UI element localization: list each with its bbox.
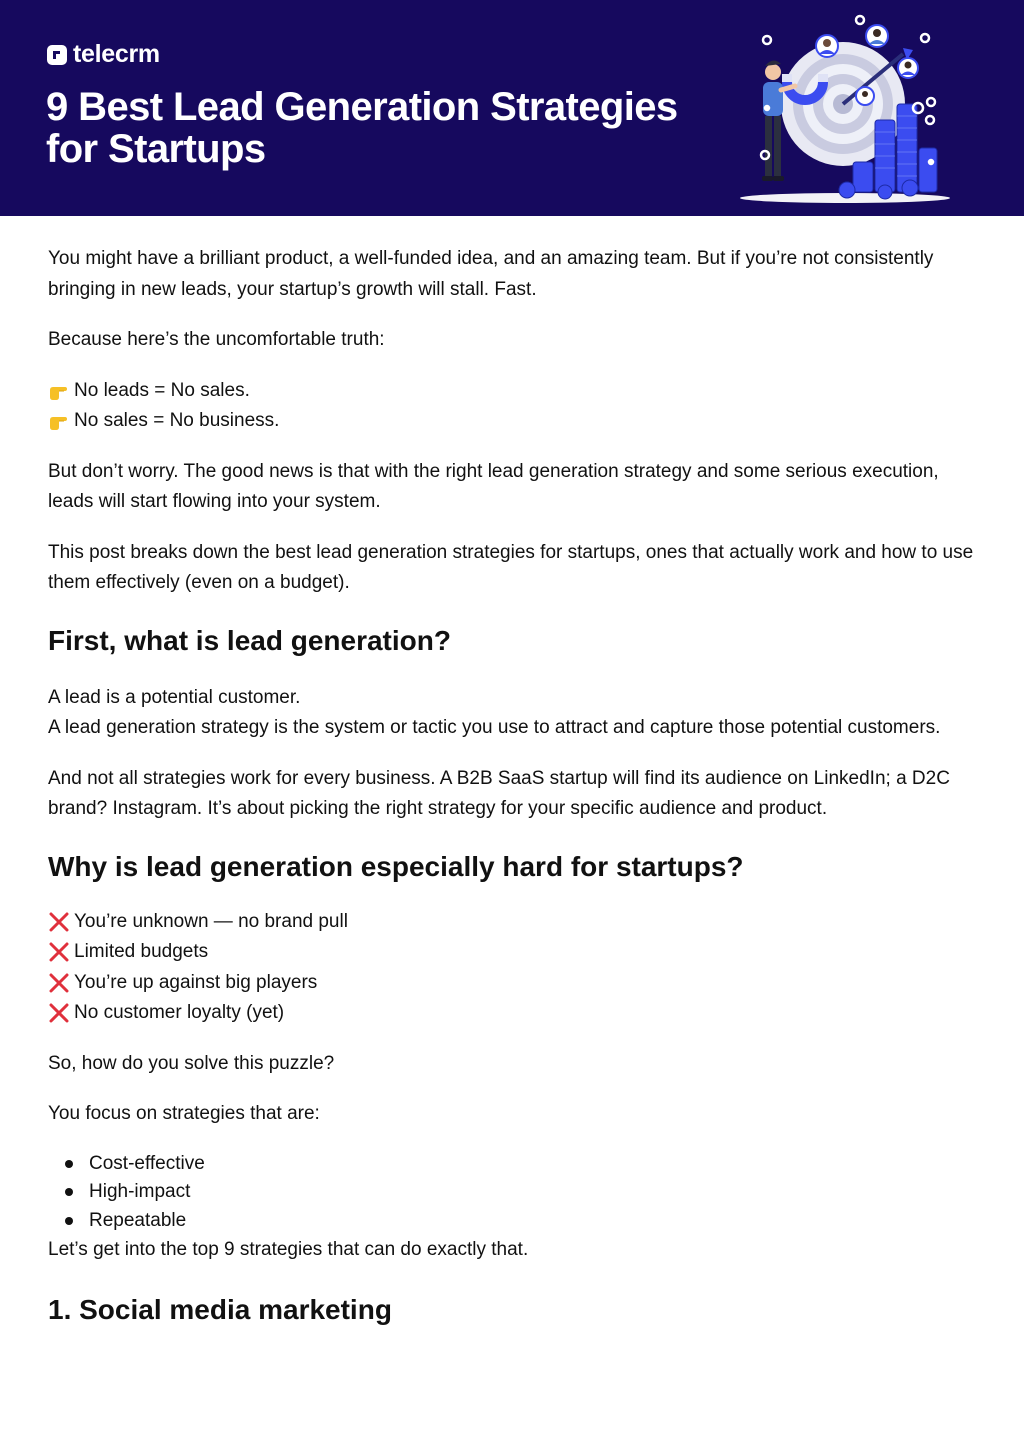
list-item <box>48 1150 978 1179</box>
pointing-finger-icon <box>48 381 70 401</box>
cross-mark-icon <box>48 1003 70 1023</box>
section-heading: First, what is lead generation? <box>48 624 451 656</box>
pointer-list <box>48 376 978 437</box>
bullet-dot-icon <box>65 1217 73 1225</box>
strategy-criteria-list <box>48 1150 978 1236</box>
bullet-dot-icon <box>65 1188 73 1196</box>
header-banner <box>0 0 1024 216</box>
section-paragraph: And not all strategies work for every business. A B2B SaaS startup will find its audience on LinkedIn; a D2C brand? Instagram. It’s about picking the right strategy for your specific audience and product. <box>48 767 950 819</box>
section-paragraph: You focus on strategies that are: <box>48 1103 320 1124</box>
article-body <box>48 244 978 1328</box>
definition-paragraph <box>48 683 978 744</box>
problem-text: No customer loyalty (yet) <box>74 1002 285 1023</box>
pointer-text: No leads = No sales. <box>74 379 250 401</box>
cross-mark-icon <box>48 973 70 993</box>
brand-name: telecrm <box>73 40 160 68</box>
telecrm-logo-icon <box>47 45 67 65</box>
definition-line: A lead is a potential customer. <box>48 686 301 708</box>
problem-item <box>48 968 978 999</box>
section-paragraph: Let’s get into the top 9 strategies that can do exactly that. <box>48 1239 529 1260</box>
problem-text: Limited budgets <box>74 941 209 962</box>
problem-item <box>48 998 978 1029</box>
list-item-text: Cost-effective <box>89 1152 205 1174</box>
intro-paragraph: You might have a brilliant product, a well-funded idea, and an amazing team. But if you’re not consistently bringing in new leads, your startup’s growth will stall. Fast. <box>48 248 934 300</box>
pointer-item <box>48 376 978 407</box>
problem-list <box>48 907 978 1029</box>
intro-paragraph: Because here’s the uncomfortable truth: <box>48 329 385 350</box>
section-heading: 1. Social media marketing <box>48 1293 392 1325</box>
list-item-text: High-impact <box>89 1181 191 1202</box>
bullet-dot-icon <box>65 1160 73 1168</box>
problem-item <box>48 937 978 968</box>
list-item-text: Repeatable <box>89 1209 187 1231</box>
section-paragraph: So, how do you solve this puzzle? <box>48 1052 335 1074</box>
pointing-finger-icon <box>48 411 70 431</box>
cross-mark-icon <box>48 912 70 932</box>
section-heading: Why is lead generation especially hard for startups? <box>48 850 744 882</box>
intro-paragraph: This post breaks down the best lead generation strategies for startups, ones that actually work and how to use them effectively (even on a budget). <box>48 541 974 593</box>
pointer-item <box>48 406 978 437</box>
definition-line: A lead generation strategy is the system or tactic you use to attract and capture those potential customers. <box>48 717 941 738</box>
problem-item <box>48 907 978 938</box>
problem-text: You’re up against big players <box>74 971 318 993</box>
brand-logo[interactable] <box>47 40 160 69</box>
page-title <box>46 86 746 170</box>
lead-magnet-illustration <box>735 12 955 208</box>
pointer-text: No sales = No business. <box>74 410 280 431</box>
intro-paragraph: But don’t worry. The good news is that with the right lead generation strategy and some serious execution, leads will start flowing into your system. <box>48 460 939 512</box>
problem-text: You’re unknown — no brand pull <box>74 910 348 932</box>
list-item <box>48 1178 978 1207</box>
page-title-line-2: for Startups <box>46 127 266 171</box>
page-title-line-1: 9 Best Lead Generation Strategies <box>46 85 678 129</box>
list-item <box>48 1207 978 1236</box>
cross-mark-icon <box>48 942 70 962</box>
